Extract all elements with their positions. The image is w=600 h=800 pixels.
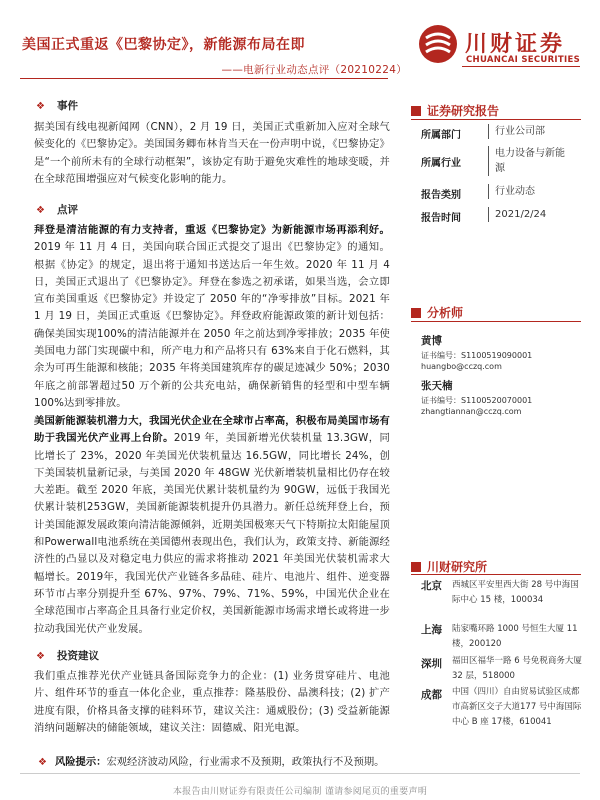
report-value-dept: 行业公司部 bbox=[488, 124, 545, 139]
report-value-date: 2021/2/24 bbox=[488, 207, 546, 222]
office-address: 福田区福华一路 6 号免税商务大厦 32 层，518000 bbox=[452, 656, 582, 681]
institute-heading: 川财研究所 bbox=[411, 558, 487, 575]
risk-line bbox=[38, 753, 384, 768]
logo-divider bbox=[462, 66, 580, 67]
logo-text-cn: 川财证券 bbox=[465, 32, 566, 57]
office-address: 陆家嘴环路 1000 号恒生大厦 11 楼，200120 bbox=[452, 624, 578, 649]
diamond-bullet-icon: ❖ bbox=[38, 757, 47, 768]
event-heading: ❖ 事件 bbox=[36, 100, 78, 112]
report-label-type: 报告类别 bbox=[421, 190, 461, 201]
analyst-divider bbox=[411, 321, 581, 322]
square-bullet-icon bbox=[411, 562, 421, 572]
report-info-heading: 证券研究报告 bbox=[411, 102, 499, 119]
office-address: 中国（四川）自由贸易试验区成都市高新区交子大道177 号中海国际中心 B 座 17楼，610041 bbox=[452, 687, 582, 727]
office-address: 西城区平安里西大街 28 号中海国际中心 15 楼，100034 bbox=[452, 580, 579, 605]
advice-heading: ❖ 投资建议 bbox=[36, 650, 99, 662]
analyst-email[interactable]: huangbo@cczq.com bbox=[421, 362, 502, 371]
report-value-type: 行业动态 bbox=[488, 184, 535, 199]
comment-heading: ❖ 点评 bbox=[36, 204, 78, 216]
comment-paragraph-1 bbox=[34, 222, 390, 412]
report-label-industry: 所属行业 bbox=[421, 158, 461, 169]
advice-paragraph: 我们重点推荐光伏产业链具备国际竞争力的企业：(1) 业务贯穿硅片、电池片、组件环节的垂直一体化企业，重点推荐：隆基股份、晶澳科技；(2) 扩产进度有限，价格具备支撑的硅料环节，建议关注：通威股份；(3) 受益新能源消纳问题解决的储能领域，建议关注：固德威、阳光电源。 bbox=[34, 670, 390, 734]
office-city: 北京 bbox=[421, 580, 442, 592]
office-city: 成都 bbox=[421, 689, 442, 701]
report-label-date: 报告时间 bbox=[421, 213, 461, 224]
event-paragraph: 据美国有线电视新闻网（CNN），2 月 19 日，美国正式重新加入应对全球气候变化的《巴黎协定》。美国国务卿布林肯当天在一份声明中说，《巴黎协定》是“一个前所未有的全球行动框架”，该协定有助于避免灾难性的地球变暖，并在全球范围增强应对气候变化影响的能力。 bbox=[34, 121, 390, 185]
analyst-cert: 证书编号：S1100520070001 bbox=[421, 396, 533, 405]
header-divider bbox=[20, 78, 388, 79]
institute-divider bbox=[411, 574, 581, 575]
diamond-bullet-icon: ❖ bbox=[36, 651, 45, 662]
analyst-email[interactable]: zhangtiannan@cczq.com bbox=[421, 407, 522, 416]
report-info-divider bbox=[411, 119, 581, 120]
comment-p1-body: 2019 年 11 月 4 日，美国向联合国正式提交了退出《巴黎协定》的通知。根据《协定》的规定，退出将于通知书送达后一年生效。2020 年 11 月 4 日，美国正式退出了《巴黎协定》。拜登在参选之初承诺，如果当选，会立即宣布美国重返《巴黎协定》并设定了 2050 年的“净零排放”目标。2021 年 1 月 19 日，美国正式重返《巴黎协定》。拜登政府能源政策的新计划包括：确保美国实现100%的清洁能源并在 2050 年之前达到净零排放；2035 年使美国电力部门实现碳中和，所产电力和产品将只有 63%来自于化石燃料，其余为可再生能源和核能；2035 年将美国建筑库存的碳足迹减少 50%；2030 年底之前部署超过50 万个新的公共充电站，确保新销售的轻型和中型车辆 100%达到零排放。 bbox=[34, 241, 390, 409]
office-city: 上海 bbox=[421, 624, 442, 636]
risk-text: 宏观经济波动风险，行业需求不及预期，政策执行不及预期。 bbox=[106, 756, 385, 768]
report-label-dept: 所属部门 bbox=[421, 130, 461, 141]
analyst-name: 黄博 bbox=[421, 335, 442, 347]
footer-divider bbox=[20, 773, 580, 774]
report-subtitle: ——电新行业动态点评（20210224） bbox=[221, 64, 407, 76]
report-value-industry: 电力设备与新能源 bbox=[488, 146, 565, 176]
square-bullet-icon bbox=[411, 106, 421, 116]
analyst-cert: 证书编号：S1100519090001 bbox=[421, 351, 533, 360]
square-bullet-icon bbox=[411, 308, 421, 318]
logo-text-en: CHUANCAI SECURITIES bbox=[466, 55, 580, 65]
diamond-bullet-icon: ❖ bbox=[36, 205, 45, 216]
diamond-bullet-icon: ❖ bbox=[36, 101, 45, 112]
risk-label: 风险提示： bbox=[54, 756, 107, 768]
footer-disclaimer: 本报告由川财证券有限责任公司编制 谨请参阅尾页的重要声明 bbox=[172, 787, 428, 797]
comment-p2-lead: 美国新能源装机潜力大，我国光伏企业在全球市占率高，积极布局美国市场有助于我国光伏产业再上台阶。 bbox=[34, 415, 390, 445]
comment-p1-lead: 拜登是清洁能源的有力支持者，重返《巴黎协定》为新能源市场再添利好。 bbox=[34, 224, 390, 236]
analyst-heading: 分析师 bbox=[411, 304, 463, 321]
comment-paragraph-2 bbox=[34, 413, 390, 638]
report-title: 美国正式重返《巴黎协定》，新能源布局在即 bbox=[22, 37, 305, 53]
chuancai-logo-icon bbox=[418, 24, 458, 64]
office-city: 深圳 bbox=[421, 658, 442, 670]
comment-p2-body: 2019 年，美国新增光伏装机量 13.3GW，同比增长了 23%，2020 年美国光伏装机量达 16.5GW，同比增长 24%，创下美国装机量新记录，与美国 2020 年 48GW 光伏新增装机量相比仍存在较大差距。截至 2020 年底，美国光伏累计装机量约为 90GW，远低于我国光伏累计装机253GW，美国新能源装机提升仍具潜力。新任总统拜登上台，预计美国能源发展政策向清洁能源倾斜，近期美国极寒天气下特斯拉太阳能屋顶和Powerwall电池系统在美国德州表现出色，我们认为，政策支持、新能源经济性的凸显以及对稳定电力供应的需求将推动 2021 年美国光伏装机需求大幅增长。2019年，我国光伏产业链各多晶硅、硅片、电池片、组件、逆变器环节市占率分别提升至 67%、97%、79%、71%、59%，中国光伏企业在全球范围市占率高企且具备行业定价权，美国新能源市场需求增长或将进一步拉动我国光伏产业发展。 bbox=[34, 432, 391, 635]
analyst-name: 张天楠 bbox=[421, 380, 453, 392]
